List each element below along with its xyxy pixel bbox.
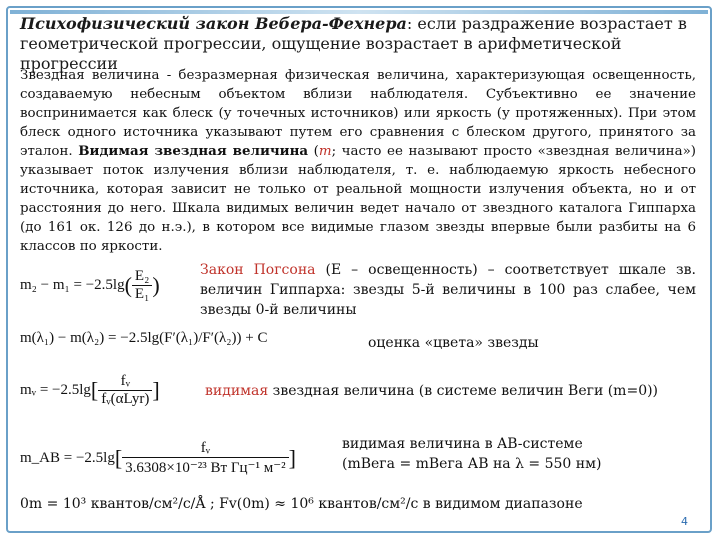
title-law: Психофизический закон Вебера-Фехнера	[20, 14, 407, 33]
page-number: 4	[681, 515, 688, 528]
color-index-text: оценка «цвета» звезды	[368, 335, 539, 351]
ab-line2: (mВега = mВега АВ на λ = 550 нм)	[342, 456, 602, 472]
ab-line1: видимая величина в AB-системе	[342, 436, 583, 452]
bottom-line: 0m = 10³ квантов/см²/с/Å ; Fv(0m) ≈ 10⁶ квантов/см²/с в видимом диапазоне	[20, 496, 583, 512]
para-part3: ; часто ее называют просто «звездная величина») указывает поток излучения вблизи наблюдателя, т. е. наблюдаемую яркость небесного источника, которая зависит не только от реальной мощности излучения объекта, но и от расстояния до него. Шкала видимых величин ведет начало от звездного каталога Гиппарха (до 161 ок. 126 до н.э.), в котором все видимые глазом звезды впервые были разбиты на 6 классов по яркости.	[20, 144, 697, 254]
f1-lhs: m₂ − m₁ = −2.5lg	[20, 276, 125, 293]
formula-vega: mᵥ = −2.5lg[ $\frac{\text{fᵥ}}{\text{fᵥ(αLyr)}}$ ]	[20, 373, 160, 407]
pogson-text	[200, 260, 696, 320]
para-bold-term: Видимая звездная величина	[78, 143, 309, 159]
formula-color-index: m(λ₁) − m(λ₂) = −2.5lg(F′(λ₁)/F′(λ₂)) + C	[20, 330, 268, 346]
vega-text	[205, 381, 705, 401]
formula-ab: m_AB = −2.5lg[ $\frac{\text{fᵥ}}{\text{3.6308×10⁻²³ Вт Гц⁻¹ м⁻²}}$ ]	[20, 440, 296, 476]
para-part2: (	[308, 144, 319, 159]
pogson-law: Закон Погсона	[200, 262, 316, 278]
main-paragraph	[20, 66, 696, 256]
ab-text	[342, 434, 702, 474]
formula-magnitude-difference: m₂ − m₁ = −2.5lg( $\frac{\text{E₂}}{\text{E₁}}$ )	[20, 268, 160, 302]
title-rest: : если раздражение возрастает в геометрической прогрессии, ощущение возрастает в арифметической прогрессии	[20, 14, 687, 73]
f4-lhs: m_AB = −2.5lg	[20, 449, 115, 466]
f1-num: E₂	[132, 268, 152, 286]
vega-desc: звездная величина (в системе величин Веги (m=0))	[268, 383, 659, 399]
para-part1: Звездная величина - безразмерная физическая величина, характеризующая освещенность, создаваемую небесным объектом вблизи наблюдателя. Субъективно ее значение воспринимается как блеск (у точечных источников) или яркость (у протяженных). При этом блеск одного источника указывают путем его сравнения с блеском другого, принятого за эталон.	[20, 68, 696, 159]
f3-den: fᵥ(αLyr)	[101, 391, 150, 407]
pogson-desc: (Е – освещенность) – соответствует шкале зв. величин Гиппарха: звезды 5-й величины в 100 раз слабее, чем звезды 0-й величины	[200, 262, 696, 318]
f4-num: fᵥ	[122, 440, 288, 458]
slide-title	[20, 14, 710, 74]
vega-red-word: видимая	[205, 383, 269, 399]
f4-den: 3.6308×10⁻²³ Вт Гц⁻¹ м⁻²	[125, 460, 286, 476]
f1-den: E₁	[134, 286, 150, 302]
f3-lhs: mᵥ = −2.5lg	[20, 381, 91, 398]
para-m-symbol: m	[318, 144, 332, 159]
f3-num: fᵥ	[98, 373, 152, 391]
